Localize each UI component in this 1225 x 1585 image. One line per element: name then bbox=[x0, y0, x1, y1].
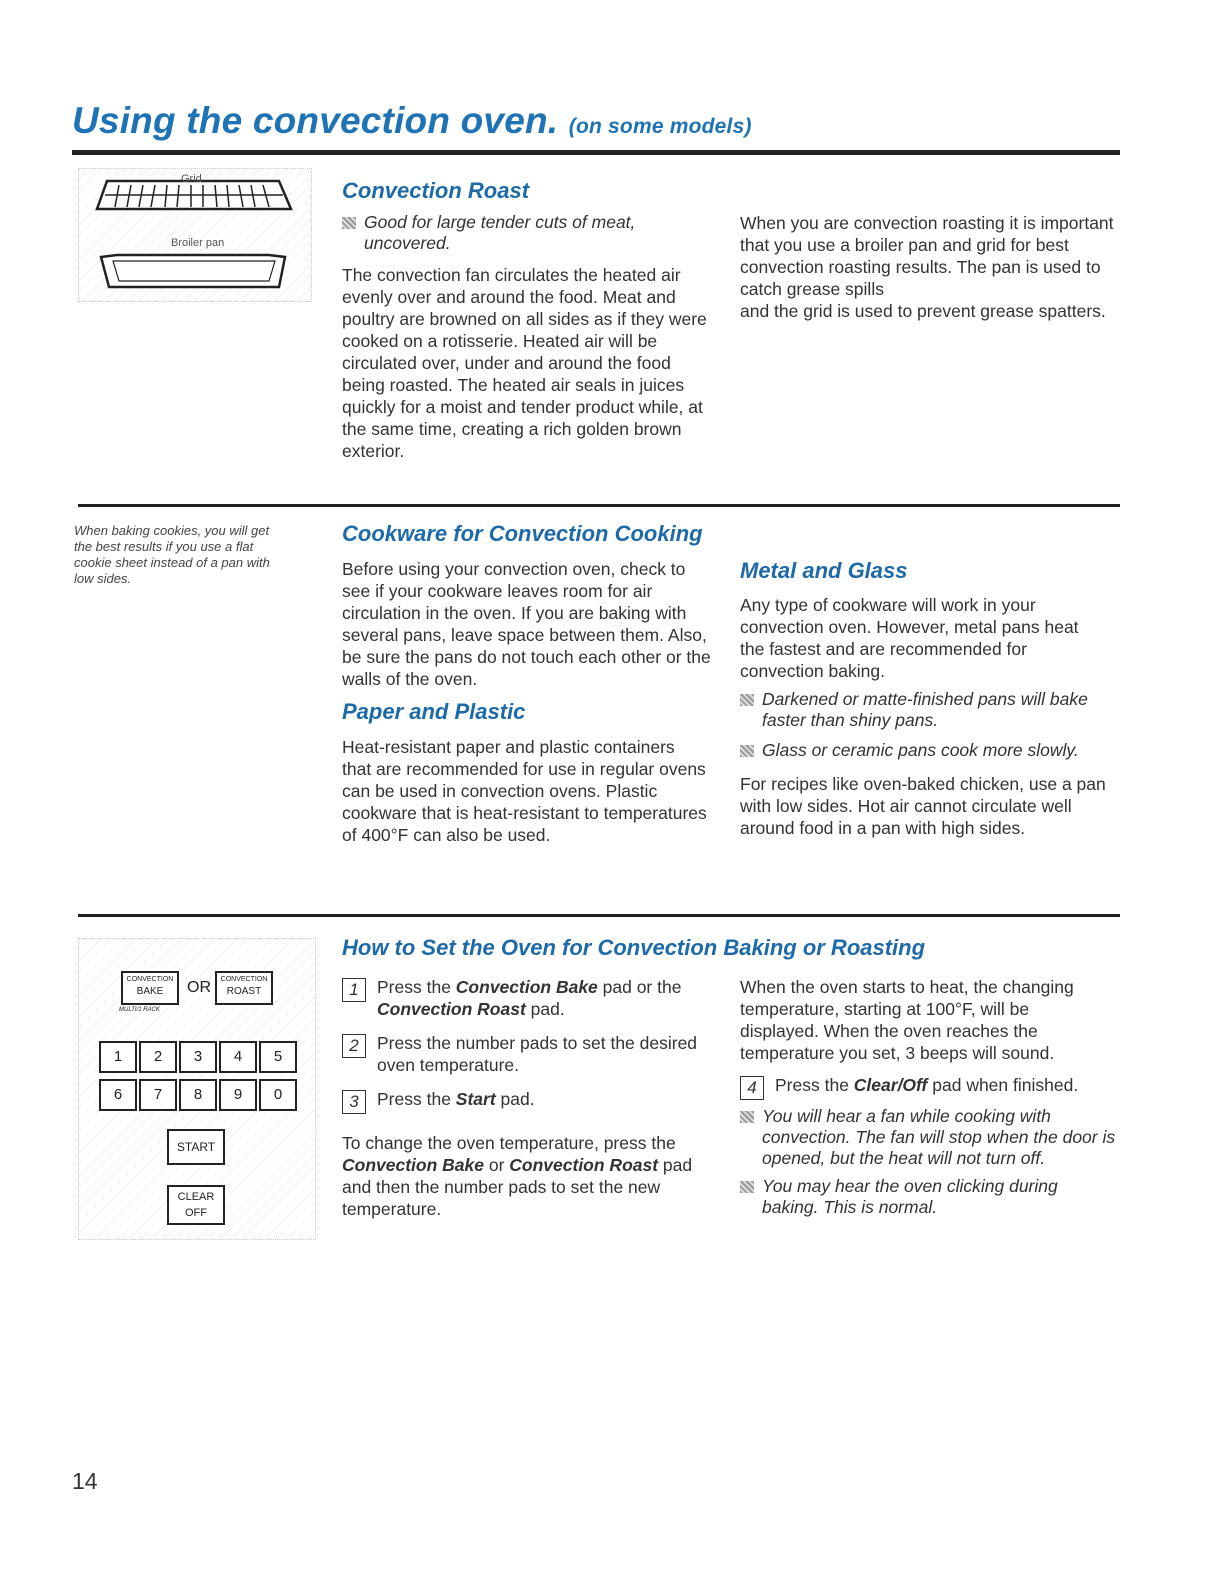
step-3-text-c: pad. bbox=[495, 1089, 535, 1109]
change-temp-convection-bake: Convection Bake bbox=[342, 1155, 484, 1175]
convection-bake-pad bbox=[121, 971, 179, 1005]
step-1-number: 1 bbox=[342, 978, 366, 1002]
step-1 bbox=[342, 976, 712, 1020]
howto-right-body: When the oven starts to heat, the changing temperature, starting at 100°F, will be displayed. When the oven reaches the temperature you set, 3 beeps will sound. bbox=[740, 977, 1074, 1063]
bullet-square-icon bbox=[342, 217, 356, 229]
or-label: OR bbox=[187, 979, 211, 996]
howto-right-body-wrap bbox=[740, 976, 1100, 1064]
howto-bullet-1-text: You will hear a fan while cooking with convection. The fan will stop when the door is opened, but the heat will not turn off. bbox=[762, 1106, 1116, 1168]
change-temp-c: or bbox=[483, 1155, 510, 1175]
page-subtitle: (on some models) bbox=[568, 115, 752, 138]
metal-bullet-2 bbox=[740, 740, 1110, 761]
howto-bullet-2 bbox=[740, 1176, 1115, 1218]
paper-heading-wrap bbox=[342, 699, 525, 725]
metal-bullet-1-text: Darkened or matte-finished pans will bake faster than shiny pans. bbox=[762, 689, 1088, 730]
step-1-text bbox=[377, 976, 712, 1020]
clear-off-pad bbox=[167, 1185, 225, 1225]
convection-roast-heading-wrap bbox=[342, 178, 529, 204]
number-pad-7: 7 bbox=[139, 1079, 177, 1111]
metal-bullet-1 bbox=[740, 689, 1110, 731]
step-4-text-c: pad when finished. bbox=[927, 1075, 1079, 1095]
section-rule-1 bbox=[78, 504, 1120, 507]
convection-roast-bullet bbox=[342, 212, 692, 254]
cookware-heading-wrap bbox=[342, 521, 703, 547]
step-4-text bbox=[775, 1074, 1115, 1096]
broiler-pan-illustration bbox=[78, 168, 312, 302]
cookware-heading: Cookware for Convection Cooking bbox=[342, 521, 703, 546]
start-pad: START bbox=[167, 1129, 225, 1165]
step-3-number: 3 bbox=[342, 1090, 366, 1114]
step-4-clear-off: Clear/Off bbox=[853, 1075, 928, 1095]
cookware-body-wrap bbox=[342, 558, 717, 690]
bullet-square-icon bbox=[740, 745, 754, 757]
metal-glass-body: Any type of cookware will work in your convection oven. However, metal pans heat the fastest and are recommended for convection baking. bbox=[740, 595, 1079, 681]
step-1-convection-bake: Convection Bake bbox=[455, 977, 598, 997]
convection-roast-right-body-1: When you are convection roasting it is important that you use a broiler pan and grid for best convection roasting results. The pan is used to catch grease spills bbox=[740, 213, 1114, 299]
step-4-text-a: Press the bbox=[775, 1075, 854, 1095]
step-2 bbox=[342, 1032, 712, 1076]
howto-bullet-1-wrap bbox=[740, 1106, 1125, 1169]
metal-body-2-wrap bbox=[740, 773, 1115, 839]
number-pad-1: 1 bbox=[99, 1041, 137, 1073]
metal-body-wrap bbox=[740, 594, 1100, 682]
step-4-number: 4 bbox=[740, 1076, 764, 1100]
howto-heading: How to Set the Oven for Convection Baking or Roasting bbox=[342, 935, 926, 960]
convection-bake-pad-top: CONVECTION bbox=[126, 976, 174, 983]
number-pad-8: 8 bbox=[179, 1079, 217, 1111]
convection-bake-pad-main: BAKE bbox=[136, 986, 164, 997]
step-1-convection-roast: Convection Roast bbox=[377, 999, 526, 1019]
howto-bullet-2-wrap bbox=[740, 1176, 1115, 1218]
broiler-pan-drawing bbox=[79, 169, 311, 301]
multi-rack-label: MULTI/1 RACK bbox=[119, 1007, 160, 1013]
page-title bbox=[72, 100, 752, 142]
convection-roast-body: The convection fan circulates the heated air evenly over and around the food. Meat and poultry are browned on all sides as if they were cooked on a rotisserie. Heated air will be circulated over, under and around the food being roasted. The heated air seals in juices quickly for a moist and tender product while, at the same time, creating a rich golden brown exterior. bbox=[342, 265, 707, 461]
howto-bullet-2-text: You may hear the oven clicking during baking. This is normal. bbox=[762, 1176, 1058, 1217]
convection-roast-bullet-text: Good for large tender cuts of meat, uncovered. bbox=[364, 212, 636, 253]
step-4 bbox=[740, 1074, 1115, 1096]
change-temp-convection-roast: Convection Roast bbox=[509, 1155, 659, 1175]
step-1-text-c: pad or the bbox=[597, 977, 682, 997]
metal-bullet-1-wrap bbox=[740, 689, 1110, 731]
page-title-text: Using the convection oven. bbox=[72, 100, 559, 141]
cookie-side-note: When baking cookies, you will get the best results if you use a flat cookie sheet instead of a pan with low sides. bbox=[74, 523, 270, 586]
step-1-text-a: Press the bbox=[377, 977, 456, 997]
metal-bullet-2-wrap bbox=[740, 740, 1110, 761]
header-rule bbox=[72, 150, 1120, 155]
grid-label: Grid bbox=[181, 173, 202, 185]
number-pad-2: 2 bbox=[139, 1041, 177, 1073]
change-temp-wrap bbox=[342, 1132, 712, 1220]
step-2-text: Press the number pads to set the desired oven temperature. bbox=[377, 1033, 698, 1075]
bullet-square-icon bbox=[740, 1181, 754, 1193]
convection-roast-right-body-2: and the grid is used to prevent grease spatters. bbox=[740, 301, 1106, 321]
off-label: OFF bbox=[185, 1207, 207, 1219]
convection-roast-right-wrap bbox=[740, 212, 1120, 322]
section-rule-2 bbox=[78, 914, 1120, 917]
step-2-number: 2 bbox=[342, 1034, 366, 1058]
paper-body-wrap bbox=[342, 736, 707, 846]
number-pad-3: 3 bbox=[179, 1041, 217, 1073]
change-temp-a: To change the oven temperature, press the bbox=[342, 1133, 676, 1153]
convection-roast-pad-top: CONVECTION bbox=[220, 976, 268, 983]
page-number: 14 bbox=[72, 1468, 98, 1494]
bullet-square-icon bbox=[740, 1111, 754, 1123]
number-pad-9: 9 bbox=[219, 1079, 257, 1111]
convection-roast-body-wrap bbox=[342, 264, 717, 462]
convection-roast-bullet-wrap bbox=[342, 212, 692, 254]
clear-label: CLEAR bbox=[177, 1191, 215, 1203]
step-3 bbox=[342, 1088, 712, 1110]
metal-glass-body-2: For recipes like oven-baked chicken, use a pan with low sides. Hot air cannot circulate well around food in a pan with high sides. bbox=[740, 774, 1106, 838]
step-3-text-a: Press the bbox=[377, 1089, 456, 1109]
number-pad-6: 6 bbox=[99, 1079, 137, 1111]
number-pad-5: 5 bbox=[259, 1041, 297, 1073]
step-3-start: Start bbox=[455, 1089, 496, 1109]
broiler-pan-label: Broiler pan bbox=[171, 237, 225, 249]
change-temp-text bbox=[342, 1132, 712, 1220]
number-pad-4: 4 bbox=[219, 1041, 257, 1073]
paper-plastic-body: Heat-resistant paper and plastic containers that are recommended for use in regular ovens can be used in convection ovens. Plastic cookware that is heat-resistant to temperatures of 400°F can also be used. bbox=[342, 737, 707, 845]
cookware-body: Before using your convection oven, check to see if your cookware leaves room for air circulation in the oven. If you are baking with several pans, leave space between them. Also, be sure the pans do not touch each other or the walls of the oven. bbox=[342, 559, 711, 689]
convection-roast-heading: Convection Roast bbox=[342, 178, 530, 203]
keypad-illustration bbox=[78, 938, 316, 1240]
convection-roast-pad-main: ROAST bbox=[226, 986, 262, 997]
number-pad-0: 0 bbox=[259, 1079, 297, 1111]
metal-heading-wrap bbox=[740, 558, 908, 584]
paper-plastic-heading: Paper and Plastic bbox=[342, 699, 526, 724]
convection-roast-pad bbox=[215, 971, 273, 1005]
step-3-text bbox=[377, 1088, 712, 1110]
step-1-text-e: pad. bbox=[525, 999, 565, 1019]
metal-glass-heading: Metal and Glass bbox=[740, 558, 908, 583]
howto-bullet-1 bbox=[740, 1106, 1125, 1169]
change-temp-e: pad and then the number pads to set the new temperature. bbox=[342, 1155, 693, 1219]
metal-bullet-2-text: Glass or ceramic pans cook more slowly. bbox=[762, 740, 1079, 760]
howto-heading-wrap bbox=[342, 935, 925, 961]
bullet-square-icon bbox=[740, 694, 754, 706]
